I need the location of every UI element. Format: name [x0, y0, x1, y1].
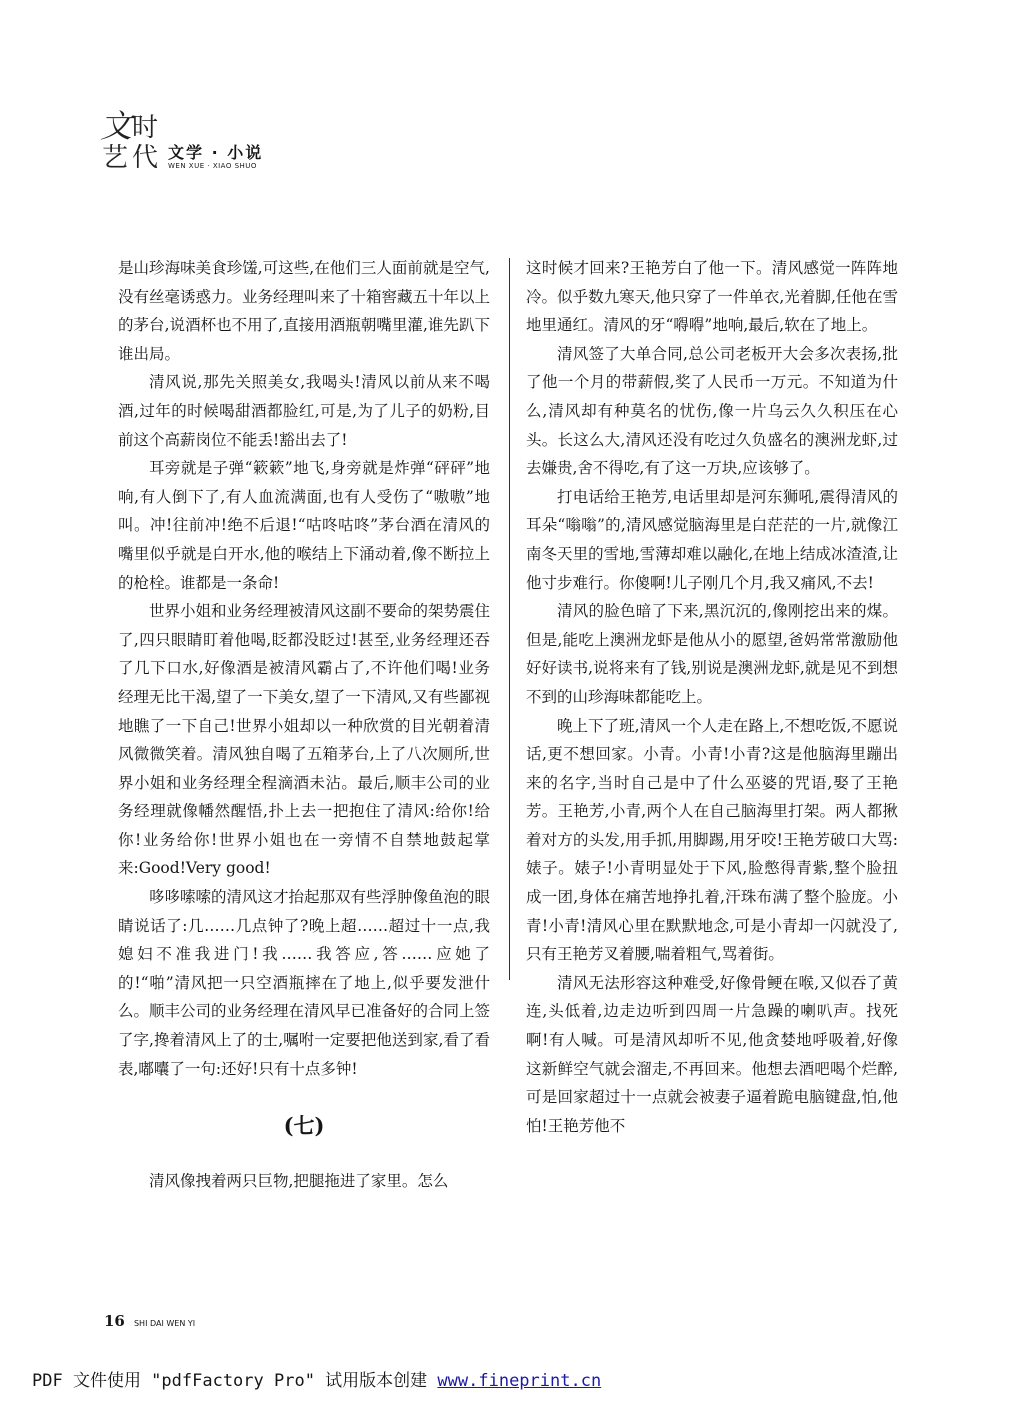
- page-folio: [104, 1311, 195, 1330]
- footer-text: PDF 文件使用 "pdfFactory Pro" 试用版本创建: [32, 1371, 428, 1391]
- body-paragraph: 清风无法形容这种难受,好像骨鲠在喉,又似吞了黄连,头低着,边走边听到四周一片急躁的喇叭声。找死啊!有人喊。可是清风却听不见,他贪婪地呼吸着,好像这新鲜空气就会溜走,不再回来。他想去酒吧喝个烂醉,可是回家超过十一点就会被妻子逼着跪电脑键盘,怕,他怕!王艳芳他不: [526, 973, 898, 1135]
- body-paragraph: 这时候才回来?王艳芳白了他一下。清风感觉一阵阵地冷。似乎数九寒天,他只穿了一件单衣,光着脚,任他在雪地里通红。清风的牙“嘚嘚”地响,最后,软在了地上。: [526, 259, 898, 335]
- page-number: 16: [104, 1312, 125, 1330]
- body-paragraph: 世界小姐和业务经理被清风这副不要命的架势震住了,四只眼睛盯着他喝,眨都没眨过!甚至,业务经理还吞了几下口水,好像酒是被清风霸占了,不许他们喝!业务经理无比干渴,望了一下美女,望了一下清风,又有些鄙视地瞧了一下自己!世界小姐却以一种欣赏的目光朝着清风微微笑着。清风独自喝了五箱茅台,上了八次厕所,世界小姐和业务经理全程滴酒未沾。最后,顺丰公司的业务经理就像幡然醒悟,扑上去一把抱住了清风:给你!给你!业务给你!世界小姐也在一旁情不自禁地鼓起掌来:Good!Very good!: [118, 602, 491, 878]
- body-paragraph: 清风的脸色暗了下来,黑沉沉的,像刚挖出来的煤。但是,能吃上澳洲龙虾是他从小的愿望,爸妈常常激励他好好读书,说将来有了钱,别说是澳洲龙虾,就是见不到想不到的山珍海味都能吃上。: [526, 602, 898, 706]
- logo-char: 代: [132, 143, 159, 173]
- column-divider: [509, 258, 510, 980]
- section-heading: (七): [283, 1113, 325, 1139]
- column-subtitle: WEN XUE · XIAO SHUO: [168, 162, 257, 170]
- footer-link[interactable]: www.fineprint.cn: [437, 1371, 602, 1391]
- body-paragraph: 清风签了大单合同,总公司老板开大会多次表扬,批了他一个月的带薪假,奖了人民币一万元。不知道为什么,清风却有种莫名的忧伤,像一片乌云久久积压在心头。长这么大,清风还没有吃过久负盛名的澳洲龙虾,过去嫌贵,舍不得吃,有了这一万块,应该够了。: [526, 344, 898, 478]
- right-text-column: [526, 254, 898, 1140]
- pdf-footer: [32, 1366, 601, 1391]
- magazine-logo: [96, 107, 166, 176]
- column-title: 文学 · 小说: [168, 143, 264, 162]
- body-paragraph: 打电话给王艳芳,电话里却是河东狮吼,震得清风的耳朵“嗡嗡”的,清风感觉脑海里是白茫茫的一片,就像江南冬天里的雪地,雪薄却难以融化,在地上结成冰渣渣,让他寸步难行。你傻啊!儿子刚几个月,我又痛风,不去!: [526, 487, 898, 592]
- column-header: [96, 107, 336, 176]
- body-paragraph: 是山珍海味美食珍馐,可这些,在他们三人面前就是空气,没有丝毫诱惑力。业务经理叫来了十箱窖藏五十年以上的茅台,说酒杯也不用了,直接用酒瓶朝嘴里灌,谁先趴下谁出局。: [118, 259, 491, 363]
- body-paragraph: 清风像拽着两只巨物,把腿拖进了家里。怎么: [149, 1172, 449, 1191]
- magazine-name: SHI DAI WEN YI: [133, 1319, 196, 1328]
- body-paragraph: 哆哆嗦嗦的清风这才抬起那双有些浮肿像鱼泡的眼睛说话了:几……几点钟了?晚上超……超过十一点,我媳妇不准我进门!我……我答应,答……应她了的!“啪”清风把一只空酒瓶摔在了地上,似乎要发泄什么。顺丰公司的业务经理在清风早已准备好的合同上签了字,搀着清风上了的士,嘱咐一定要把他送到家,看了看表,嘟囔了一句:还好!只有十点多钟!: [118, 888, 491, 1078]
- body-paragraph: 耳旁就是子弹“簌簌”地飞,身旁就是炸弹“砰砰”地响,有人倒下了,有人血流满面,也有人受伤了“嗷嗷”地叫。冲!往前冲!绝不后退!“咕咚咕咚”茅台酒在清风的嘴里似乎就是白开水,他的喉结上下涌动着,像不断拉上的枪栓。谁都是一条命!: [118, 459, 490, 592]
- body-paragraph: 清风说,那先关照美女,我喝头!清风以前从来不喝酒,过年的时候喝甜酒都脸红,可是,为了儿子的奶粉,目前这个高薪岗位不能丢!豁出去了!: [118, 373, 490, 449]
- left-text-column: [118, 254, 490, 1196]
- logo-char: 艺: [102, 143, 129, 173]
- logo-char: 时: [132, 113, 159, 143]
- logo-char: 文: [100, 107, 133, 145]
- body-paragraph: 晚上下了班,清风一个人走在路上,不想吃饭,不愿说话,更不想回家。小青。小青!小青?这是他脑海里蹦出来的名字,当时自己是中了什么巫婆的咒语,娶了王艳芳。王艳芳,小青,两个人在自己脑海里打架。两人都揪着对方的头发,用手抓,用脚踢,用牙咬!王艳芳破口大骂:婊子。婊子!小青明显处于下风,脸憋得青紫,整个脸扭成一团,身体在痛苦地挣扎着,汗珠布满了整个脸庞。小青!小青!清风心里在默默地念,可是小青却一闪就没了,只有王艳芳叉着腰,喘着粗气,骂着街。: [526, 716, 898, 964]
